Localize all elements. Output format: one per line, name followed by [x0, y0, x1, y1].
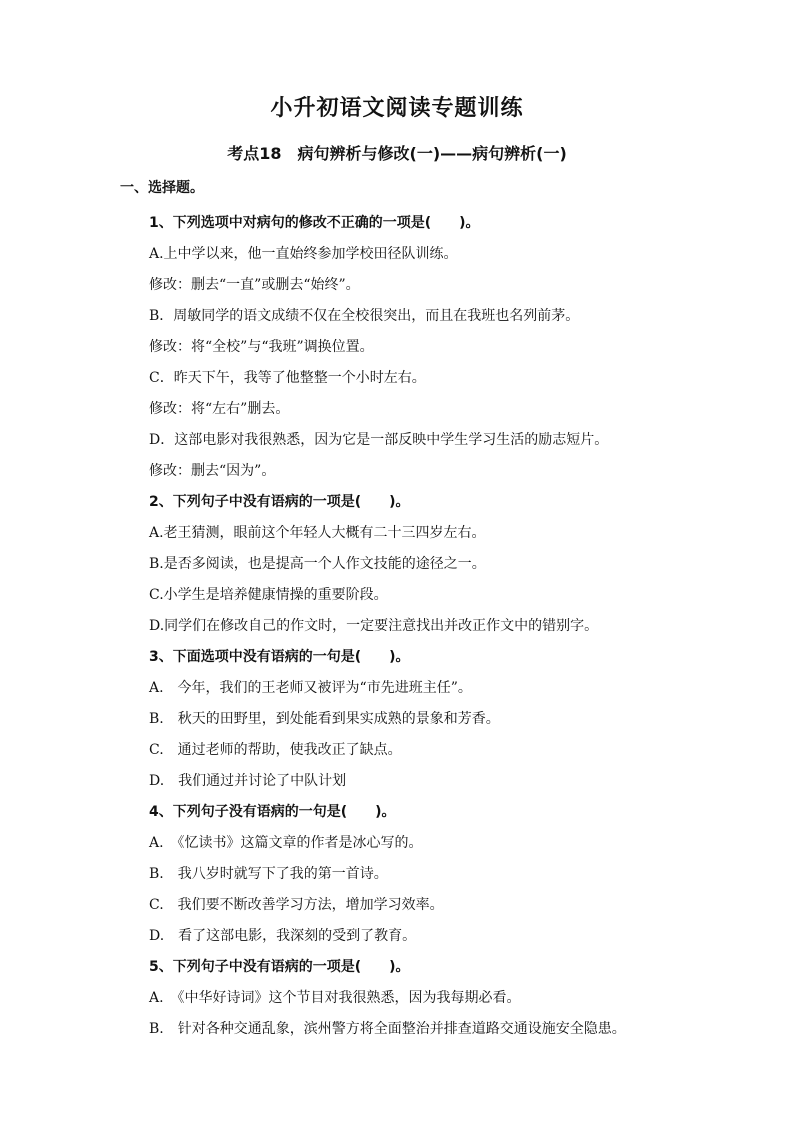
question-3-option-d: D. 我们通过并讨论了中队计划	[149, 773, 347, 789]
question-1-line-6: 修改：将“左右”删去。	[149, 401, 290, 417]
page-title: 小升初语文阅读专题训练	[270, 96, 524, 121]
question-2-option-d: D.同学们在修改自己的作文时，一定要注意找出并改正作文中的错别字。	[149, 618, 599, 634]
question-list	[149, 208, 709, 1045]
question-2-option-b: B.是否多阅读，也是提高一个人作文技能的途径之一。	[149, 556, 486, 572]
question-1-line-4: 修改：将“全校”与“我班”调换位置。	[149, 339, 374, 355]
question-1-line-7: D．这部电影对我很熟悉，因为它是一部反映中学生学习生活的励志短片。	[149, 432, 609, 448]
question-4-option-a: A. 《忆读书》这篇文章的作者是冰心写的。	[149, 835, 423, 851]
question-1-line-2: 修改：删去“一直”或删去“始终”。	[149, 277, 360, 293]
question-3-stem: 3、下面选项中没有语病的一句是( )。	[149, 649, 410, 665]
question-5-stem: 5、下列句子中没有语病的一项是( )。	[149, 959, 410, 975]
question-2-option-c: C.小学生是培养健康情操的重要阶段。	[149, 587, 388, 603]
question-4-stem: 4、下列句子没有语病的一句是( )。	[149, 804, 396, 820]
section-heading: 一、选择题。	[120, 180, 204, 196]
question-4-option-c: C. 我们要不断改善学习方法，增加学习效率。	[149, 897, 444, 913]
question-5-option-a: A. 《中华好诗词》这个节目对我很熟悉，因为我每期必看。	[149, 990, 521, 1006]
question-3-option-c: C. 通过老师的帮助，使我改正了缺点。	[149, 742, 402, 758]
question-1-line-3: B．周敏同学的语文成绩不仅在全校很突出，而且在我班也名列前茅。	[149, 308, 580, 324]
question-3-option-b: B. 秋天的田野里，到处能看到果实成熟的景象和芳香。	[149, 711, 500, 727]
question-4-option-d: D. 看了这部电影，我深刻的受到了教育。	[149, 928, 417, 944]
question-4-option-b: B. 我八岁时就写下了我的第一首诗。	[149, 866, 388, 882]
question-1-stem: 1、下列选项中对病句的修改不正确的一项是( )。	[149, 215, 480, 231]
question-1-line-1: A.上中学以来，他一直始终参加学校田径队训练。	[149, 246, 458, 262]
question-1-line-5: C．昨天下午，我等了他整整一个小时左右。	[149, 370, 426, 386]
question-2-stem: 2、下列句子中没有语病的一项是( )。	[149, 494, 410, 510]
question-2-option-a: A.老王猜测，眼前这个年轻人大概有二十三四岁左右。	[149, 525, 486, 541]
page-subtitle: 考点18 病句辨析与修改(一)——病句辨析(一)	[227, 144, 567, 163]
question-1-line-8: 修改：删去“因为”。	[149, 463, 276, 479]
question-3-option-a: A. 今年，我们的王老师又被评为“市先进班主任”。	[149, 680, 472, 696]
question-5-option-b: B. 针对各种交通乱象，滨州警方将全面整治并排查道路交通设施安全隐患。	[149, 1021, 626, 1037]
